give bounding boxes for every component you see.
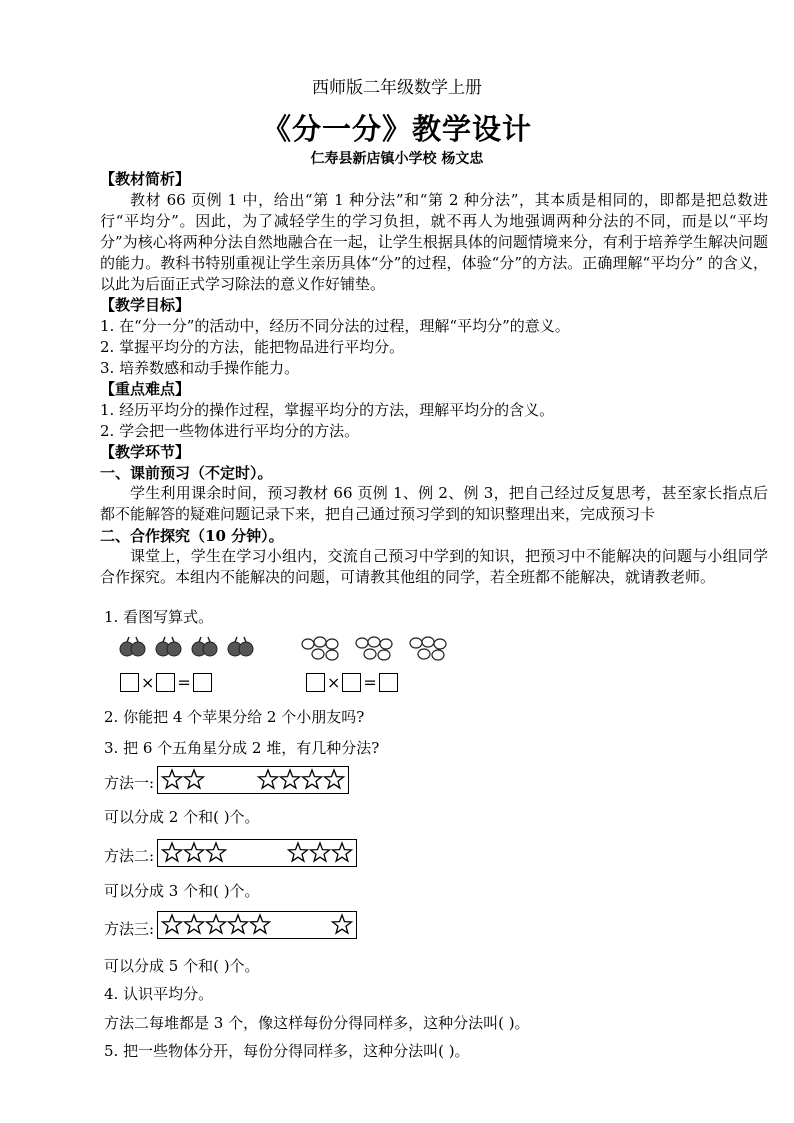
- star-icon: [206, 843, 225, 861]
- star-icon: [258, 770, 277, 788]
- star-icon: [228, 915, 247, 933]
- apple-group: [118, 632, 268, 660]
- answer-box[interactable]: [193, 673, 212, 692]
- star-icon: [206, 915, 225, 933]
- analysis-heading: 【教材简析】: [100, 170, 191, 188]
- equals-sign: =: [177, 673, 191, 692]
- question-5: 5. 把一些物体分开，每份分得同样多，这种分法叫( )。: [104, 1042, 470, 1060]
- method-3-answer: 可以分成 5 个和( )个。: [104, 957, 260, 975]
- method-1-answer: 可以分成 2 个和( )个。: [104, 808, 260, 826]
- question-2: 2. 你能把 4 个苹果分给 2 个小朋友吗?: [104, 708, 365, 726]
- star-icon: [332, 915, 351, 933]
- method-3-stars: [157, 911, 357, 939]
- star-icon: [162, 843, 181, 861]
- step2-paragraph: 课堂上，学生在学习小组内，交流自己预习中学到的知识，把预习中不能解决的问题与小组同学合作探究。本组内不能解决的问题，可请教其他组的同学，若全班都不能解决，就请教老师。: [100, 547, 768, 586]
- answer-box[interactable]: [306, 673, 325, 692]
- goal-item-3: 3. 培养数感和动手操作能力。: [100, 359, 300, 377]
- star-icon: [184, 770, 203, 788]
- steps-heading: 【教学环节】: [100, 443, 191, 461]
- document-title: 《分一分》教学设计: [261, 112, 532, 146]
- star-icon: [280, 770, 299, 788]
- question-4-text: 方法二每堆都是 3 个，像这样每份分得同样多，这种分法叫( )。: [104, 1014, 530, 1032]
- star-icon: [310, 843, 329, 861]
- method-1-label: 方法一:: [104, 774, 155, 792]
- times-sign: ×: [141, 673, 155, 692]
- step2-heading: 二、合作探究（10 分钟）。: [100, 527, 284, 545]
- key-point-1: 1. 经历平均分的操作过程，掌握平均分的方法，理解平均分的含义。: [100, 401, 555, 419]
- star-row-icon: [158, 840, 356, 866]
- step1-paragraph: 学生利用课余时间，预习教材 66 页例 1、例 2、例 3，把自己经过反复思考，甚至家长指点后都不能解答的疑难问题记录下来，把自己通过预习学到的知识整理出来，完成预习卡: [100, 484, 768, 523]
- star-icon: [250, 915, 269, 933]
- equals-sign: =: [363, 673, 377, 692]
- times-sign: ×: [327, 673, 341, 692]
- star-icon: [162, 915, 181, 933]
- analysis-paragraph: 教材 66 页例 1 中，给出“第 1 种分法”和“第 2 种分法”，其本质是相同的，即都是把总数进行“平均分”。因此，为了减轻学生的学习负担，就不再人为地强调两种分法的不同，而是以“平均分”为核心将两种分法自然地融合在一起，让学生根据具体的问题情境来分，有利于培养学生解决问题的能力。教科书特别重视让学生亲历具体“分”的过程，体验“分”的方法。正确理解“平均分” 的含义，以此为后面正式学习除法的意义作好铺垫。: [100, 191, 768, 293]
- answer-box[interactable]: [156, 673, 175, 692]
- answer-box[interactable]: [342, 673, 361, 692]
- goal-item-1: 1. 在“分一分”的活动中，经历不同分法的过程，理解“平均分”的意义。: [100, 317, 570, 335]
- star-icon: [324, 770, 343, 788]
- goal-item-2: 2. 掌握平均分的方法，能把物品进行平均分。: [100, 338, 405, 356]
- key-point-2: 2. 学会把一些物体进行平均分的方法。: [100, 422, 360, 440]
- method-1-stars: [157, 766, 349, 794]
- star-icon: [162, 770, 181, 788]
- goals-heading: 【教学目标】: [100, 296, 191, 314]
- step1-heading: 一、课前预习（不定时）。: [100, 464, 273, 482]
- apple-equation: [120, 673, 212, 692]
- method-2-label: 方法二:: [104, 847, 155, 865]
- chick-equation: [306, 673, 398, 692]
- method-2-answer: 可以分成 3 个和( )个。: [104, 882, 260, 900]
- chicks-icon: [300, 630, 460, 662]
- author-line: 仁寿县新店镇小学校 杨文忠: [310, 151, 484, 167]
- apples-icon: [118, 632, 268, 660]
- star-row-icon: [158, 767, 348, 793]
- star-icon: [184, 915, 203, 933]
- star-icon: [184, 843, 203, 861]
- question-1: 1. 看图写算式。: [104, 608, 214, 626]
- star-icon: [302, 770, 321, 788]
- question-4: 4. 认识平均分。: [104, 985, 214, 1003]
- answer-box[interactable]: [120, 673, 139, 692]
- star-icon: [288, 843, 307, 861]
- star-icon: [332, 843, 351, 861]
- document-subtitle: 西师版二年级数学上册: [312, 78, 482, 98]
- method-3-label: 方法三:: [104, 920, 155, 938]
- chick-group: [300, 630, 460, 662]
- star-row-icon: [158, 912, 356, 938]
- method-2-stars: [157, 839, 357, 867]
- answer-box[interactable]: [379, 673, 398, 692]
- key-points-heading: 【重点难点】: [100, 380, 191, 398]
- question-3: 3. 把 6 个五角星分成 2 堆，有几种分法?: [104, 739, 380, 757]
